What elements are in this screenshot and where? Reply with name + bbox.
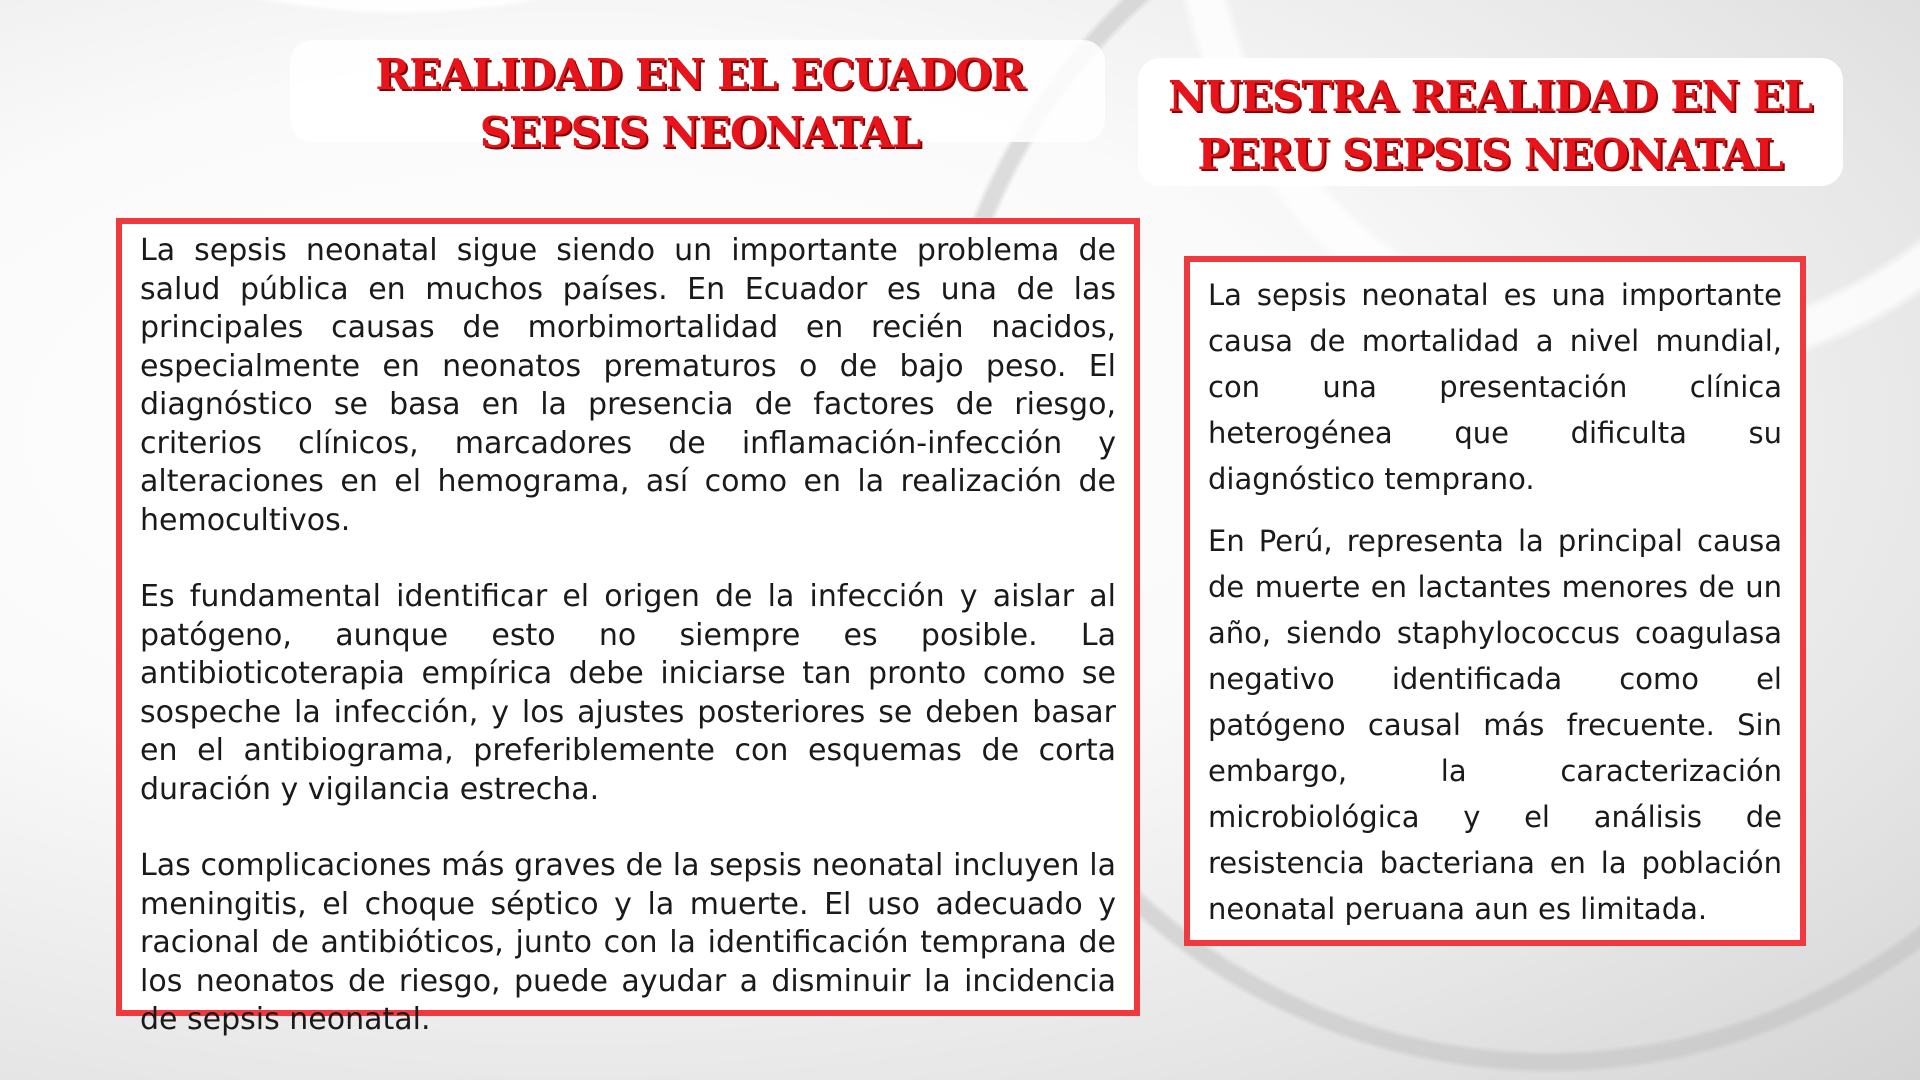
paragraph: Las complicaciones más graves de la sepsis neonatal incluyen la meningitis, el choque séptico y la muerte. El uso adecuado y racional de antibióticos, junto con la identificación temprana de los neonatos de riesgo, puede ayudar a disminuir la incidencia de sepsis neonatal. — [140, 848, 1116, 1037]
paragraph: La sepsis neonatal sigue siendo un importante problema de salud pública en muchos países. En Ecuador es una de las principales causas de morbimortalidad en recién nacidos, especialmente en neonatos prematuros o de bajo peso. El diagnóstico se basa en la presencia de factores de riesgo, criterios clínicos, marcadores de inflamación-infección y alteraciones en el hemograma, así como en la realización de hemocultivos. — [140, 233, 1116, 538]
ecuador-text-box — [116, 218, 1140, 1037]
right-title: NUESTRA REALIDAD EN EL PERU SEPSIS NEONATAL — [1167, 72, 1813, 179]
paragraph: La sepsis neonatal es una importante causa de mortalidad a nivel mundial, con una presentación clínica heterogénea que dificulta su diagnóstico temprano. — [1208, 278, 1782, 496]
paragraph: En Perú, representa la principal causa de muerte en lactantes menores de un año, siendo staphylococcus coagulasa negativo identificada como el patógeno causal más frecuente. Sin embargo, la caracterización microbiológica y el análisis de resistencia bacteriana en la población neonatal peruana aun es limitada. — [1208, 524, 1782, 926]
left-title: REALIDAD EN EL ECUADOR SEPSIS NEONATAL — [375, 50, 1025, 157]
peru-text-box — [1184, 256, 1806, 946]
paragraph: Es fundamental identificar el origen de la infección y aislar al patógeno, aunque esto no siempre es posible. La antibioticoterapia empírica debe iniciarse tan pronto como se sospeche la infección, y los ajustes posteriores se deben basar en el antibiograma, preferiblemente con esquemas de corta duración y vigilancia estrecha. — [140, 579, 1116, 807]
